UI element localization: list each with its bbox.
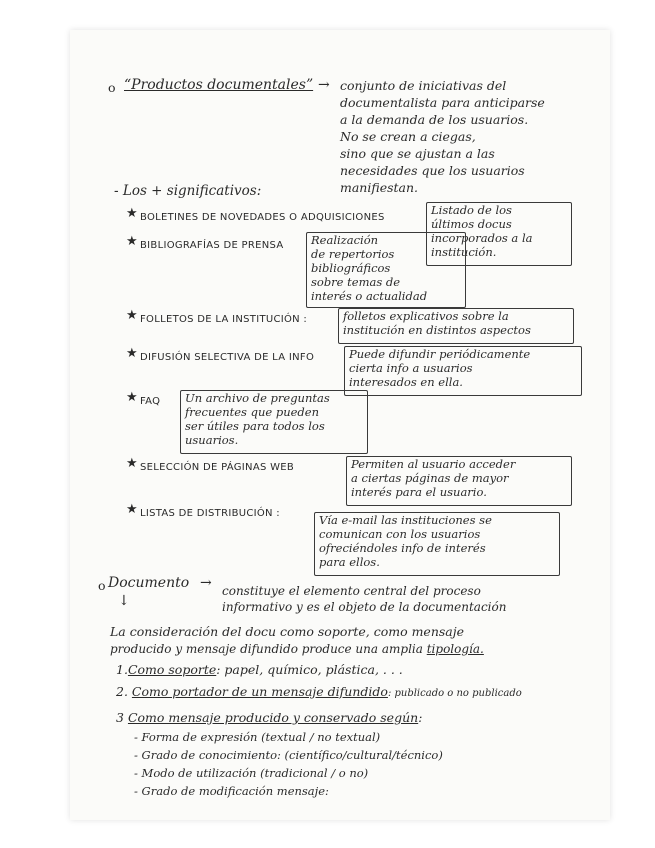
definition-line: No se crean a ciegas, (340, 129, 476, 144)
section2-paragraph-line (110, 642, 484, 657)
section2-definition-line: constituye el elemento central del proceso (222, 584, 481, 598)
tipologia-word: tipología. (426, 642, 484, 656)
star-icon: ★ (126, 308, 138, 323)
section2-bullet: o (98, 578, 106, 593)
item-number: 3 (116, 710, 124, 725)
section2-paragraph-line: La consideración del docu como soporte, como mensaje (110, 624, 465, 639)
star-icon: ★ (126, 346, 138, 361)
product-description-box (346, 456, 572, 506)
description-line: Puede difundir periódicamente (349, 347, 531, 361)
section1-subhead: - Los + significativos: (114, 183, 262, 199)
description-line: últimos docus (431, 217, 512, 231)
definition-line: manifiestan. (340, 180, 419, 195)
definition-line: conjunto de iniciativas del (340, 78, 507, 93)
product-description-box (338, 308, 574, 344)
description-line: institución en distintos aspectos (343, 323, 531, 337)
section2-definition-line: informativo y es el objeto de la documentación (222, 600, 507, 614)
description-line: incorporados a la (431, 231, 533, 245)
star-icon: ★ (126, 206, 138, 221)
item-detail: : papel, químico, plástica, . . . (216, 662, 403, 677)
paragraph-text: producido y mensaje difundido produce una amplia (110, 642, 423, 656)
definition-line: a la demanda de los usuarios. (340, 112, 529, 127)
sub-item: - Forma de expresión (textual / no textual) (134, 730, 381, 744)
description-line: Permiten al usuario acceder (351, 457, 516, 471)
description-line: Listado de los (431, 203, 512, 217)
product-name: FOLLETOS DE LA INSTITUCIÓN : (140, 314, 308, 325)
description-line: comunican con los usuarios (319, 527, 481, 541)
item-label: Como portador de un mensaje difundido (131, 684, 388, 699)
description-line: ofreciéndoles info de interés (319, 541, 486, 555)
description-line: usuarios. (185, 433, 239, 447)
description-line: interesados en ella. (349, 375, 463, 389)
item-detail: : publicado o no publicado (387, 688, 522, 699)
sub-item: - Grado de modificación mensaje: (134, 784, 329, 798)
sub-item: - Grado de conocimiento: (científico/cultural/técnico) (134, 748, 443, 762)
description-line: folletos explicativos sobre la (343, 309, 509, 323)
definition-line: sino que se ajustan a las (340, 146, 495, 161)
product-name: BOLETINES DE NOVEDADES O ADQUISICIONES (140, 212, 385, 223)
description-line: ser útiles para todos los (185, 419, 325, 433)
product-description-box (306, 232, 466, 308)
description-line: cierta info a usuarios (349, 361, 473, 375)
star-icon: ★ (126, 456, 138, 471)
product-name: FAQ (140, 396, 161, 407)
section2-arrow: → (200, 575, 212, 591)
item-label: Como mensaje producido y conservado según (127, 710, 419, 725)
section1-bullet: o (108, 80, 116, 95)
description-line: bibliográficos (311, 261, 391, 275)
product-name: BIBLIOGRAFÍAS DE PRENSA (140, 240, 284, 251)
description-line: a ciertas páginas de mayor (351, 471, 509, 485)
item-detail: : (418, 710, 423, 725)
description-line: sobre temas de (311, 275, 401, 289)
product-name: LISTAS DE DISTRIBUCIÓN : (140, 508, 280, 519)
description-line: frecuentes que pueden (185, 405, 319, 419)
item-label: Como soporte (127, 662, 217, 677)
description-line: Un archivo de preguntas (185, 391, 330, 405)
description-line: institución. (431, 245, 497, 259)
numbered-item (116, 662, 403, 677)
product-name: SELECCIÓN DE PÁGINAS WEB (140, 462, 295, 473)
definition-line: documentalista para anticiparse (340, 95, 545, 110)
star-icon: ★ (126, 502, 138, 517)
product-description-box (314, 512, 560, 576)
item-number: 2. (116, 684, 128, 699)
star-icon: ★ (126, 390, 138, 405)
description-line: Realización (311, 233, 379, 247)
description-line: interés para el usuario. (351, 485, 487, 499)
section2-term: Documento (108, 575, 190, 591)
product-description-box (180, 390, 368, 454)
sub-item: - Modo de utilización (tradicional / o no) (134, 766, 369, 780)
product-description-box (344, 346, 582, 396)
product-name: DIFUSIÓN SELECTIVA DE LA INFO (140, 352, 315, 363)
down-arrow-icon: ↓ (118, 593, 130, 609)
section1-arrow: → (318, 77, 330, 93)
description-line: Vía e-mail las instituciones se (319, 513, 492, 527)
numbered-item (116, 710, 422, 725)
description-line: de repertorios (311, 247, 395, 261)
numbered-item (116, 684, 522, 701)
definition-line: necesidades que los usuarios (340, 163, 525, 178)
star-icon: ★ (126, 234, 138, 249)
item-number: 1. (116, 662, 128, 677)
section1-term: “Productos documentales” (124, 77, 314, 93)
description-line: interés o actualidad (311, 289, 428, 303)
description-line: para ellos. (319, 555, 380, 569)
